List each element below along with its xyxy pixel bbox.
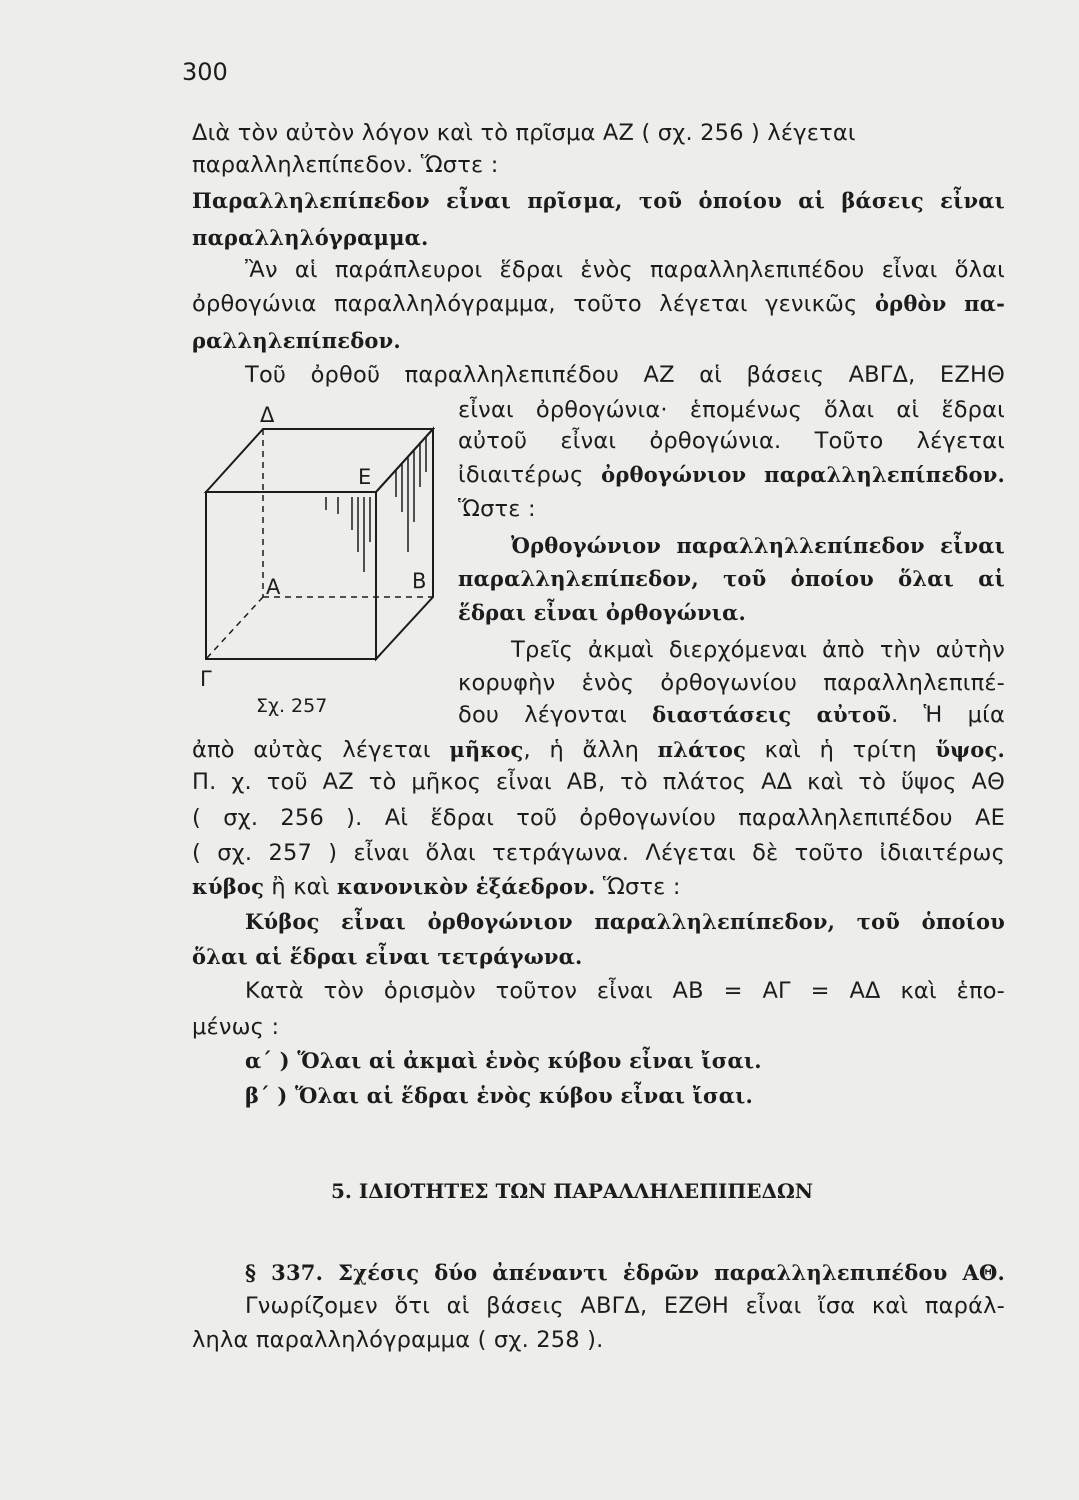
text-line bbox=[245, 1046, 1058, 1076]
vertex-label-top: Δ bbox=[260, 403, 275, 427]
text-line bbox=[458, 494, 1005, 524]
bold-text-run: ραλληλεπίπεδον. bbox=[192, 328, 401, 353]
text-line bbox=[192, 838, 1005, 868]
bold-text-run: κανονικὸν ἑξάεδρον. bbox=[336, 874, 596, 899]
text-line bbox=[245, 1081, 1058, 1111]
bold-text-run: ὀρθὸν πα- bbox=[874, 291, 1006, 316]
bold-text-run: Κύβος εἶναι ὀρθογώνιον παραλληλεπίπεδον, τοῦ ὁποίου bbox=[245, 909, 1005, 934]
text-run: μένως : bbox=[192, 1014, 280, 1040]
figure-caption: Σχ. 257 bbox=[256, 695, 328, 717]
text-run: Ἂν αἱ παράπλευροι ἕδραι ἑνὸς παραλληλεπιπέδου εἶναι ὅλαι bbox=[245, 257, 1005, 283]
bold-text-run: μῆκος bbox=[449, 737, 524, 762]
hidden-edge-diagonal bbox=[206, 597, 263, 659]
text-line bbox=[192, 1012, 1005, 1042]
text-line bbox=[192, 150, 1005, 180]
bold-text-run: διαστάσεις αὐτοῦ bbox=[652, 702, 892, 727]
bold-text-run: Ὀρθογώνιον παραλληλλεπίπεδον εἶναι bbox=[511, 533, 1005, 558]
text-line bbox=[192, 767, 1005, 797]
text-line bbox=[245, 907, 1005, 937]
cube-front-face bbox=[206, 492, 376, 659]
text-line bbox=[458, 395, 1005, 425]
bold-text-run: ἕδραι εἶναι ὀρθογώνια. bbox=[458, 600, 746, 625]
bold-text-run: α΄ ) Ὅλαι αἱ ἀκμαὶ ἑνὸς κύβου εἶναι ἴσαι. bbox=[245, 1048, 762, 1073]
text-run: Τρεῖς ἀκμαὶ διερχόμεναι ἀπὸ τὴν αὐτὴν bbox=[511, 637, 1005, 663]
text-run: ἀπὸ αὐτὰς λέγεται bbox=[192, 737, 450, 763]
vertex-label-right: Β bbox=[412, 569, 427, 593]
page-number: 300 bbox=[182, 58, 228, 86]
bold-text-run: § 337. Σχέσις δύο ἀπέναντι ἑδρῶν παραλληλεπιπέδου ΑΘ. bbox=[245, 1260, 1005, 1285]
text-line bbox=[245, 976, 1005, 1006]
bold-text-run: β΄ ) Ὅλαι αἱ ἕδραι ἑνὸς κύβου εἶναι ἴσαι. bbox=[245, 1083, 753, 1108]
text-run: αὐτοῦ εἶναι ὀρθογώνια. Τοῦτο λέγεται bbox=[458, 428, 1005, 454]
text-run: Διὰ τὸν αὐτὸν λόγον καὶ τὸ πρῖσμα ΑΖ ( σχ. 256 ) λέγεται bbox=[192, 120, 856, 146]
text-run: ἰδιαιτέρως bbox=[458, 462, 602, 488]
text-run: ὀρθογώνια παραλληλόγραμμα, τοῦτο λέγεται γενικῶς bbox=[192, 291, 875, 317]
text-run: ( σχ. 256 ). Αἱ ἕδραι τοῦ ὀρθογωνίου παραλληλεπιπέδου ΑΕ bbox=[192, 805, 1005, 831]
text-run: εἶναι ὀρθογώνια· ἑπομένως ὅλαι αἱ ἕδραι bbox=[458, 397, 1005, 423]
text-line bbox=[458, 668, 1005, 698]
text-line bbox=[192, 223, 1005, 253]
text-line bbox=[245, 1258, 1005, 1288]
text-run: , ἡ ἄλλη bbox=[523, 737, 658, 763]
text-line bbox=[245, 360, 1005, 390]
text-run: Ὥστε : bbox=[458, 496, 536, 522]
text-run: Ὥστε : bbox=[595, 874, 681, 900]
bold-text-run: ὀρθογώνιον παραλληλεπίπεδον. bbox=[601, 462, 1006, 487]
bold-text-run: κύβος bbox=[192, 874, 265, 899]
text-run: ληλα παραλληλόγραμμα ( σχ. 258 ). bbox=[192, 1327, 604, 1353]
text-line bbox=[192, 326, 1005, 356]
bold-text-run: παραλληλεπίπεδον, τοῦ ὁποίου ὅλαι αἱ bbox=[458, 566, 1005, 591]
text-line bbox=[458, 598, 1005, 628]
bold-text-run: ὅλαι αἱ ἕδραι εἶναι τετράγωνα. bbox=[192, 944, 583, 969]
text-line bbox=[245, 1291, 1005, 1321]
text-line bbox=[458, 700, 1005, 730]
text-run: Π. χ. τοῦ ΑΖ τὸ μῆκος εἶναι ΑΒ, τὸ πλάτος ΑΔ καὶ τὸ ὕψος ΑΘ bbox=[192, 769, 1005, 795]
text-line bbox=[245, 255, 1005, 285]
text-run: ἢ καὶ bbox=[264, 874, 337, 900]
text-line bbox=[192, 735, 1005, 765]
text-line bbox=[192, 289, 1005, 319]
text-line bbox=[511, 635, 1005, 665]
text-line bbox=[511, 531, 1005, 561]
text-run: Τοῦ ὀρθοῦ παραλληλεπιπέδου ΑΖ αἱ βάσεις ΑΒΓΔ, ΕΖΗΘ bbox=[245, 362, 1005, 388]
cube-right-face bbox=[376, 429, 433, 659]
text-line bbox=[192, 872, 1005, 902]
vertex-label-bottom: Γ bbox=[200, 667, 212, 691]
bold-text-run: ὕψος. bbox=[935, 737, 1005, 762]
cube-figure bbox=[198, 402, 448, 732]
text-line bbox=[458, 564, 1005, 594]
text-line bbox=[192, 186, 1005, 216]
text-run: ( σχ. 257 ) εἶναι ὅλαι τετράγωνα. Λέγεται δὲ τοῦτο ἰδιαιτέρως bbox=[192, 840, 1005, 866]
vertex-label-left: Α bbox=[266, 575, 281, 599]
section-heading: 5. ΙΔΙΟΤΗΤΕΣ ΤΩΝ ΠΑΡΑΛΛΗΛΕΠΙΠΕΔΩΝ bbox=[331, 1179, 814, 1203]
bold-text-run: παραλληλόγραμμα. bbox=[192, 225, 429, 250]
text-run: παραλληλεπίπεδον. Ὥστε : bbox=[192, 152, 499, 178]
text-line bbox=[458, 460, 1005, 490]
text-line bbox=[458, 426, 1005, 456]
text-run: . Ἡ μία bbox=[891, 702, 1005, 728]
text-line bbox=[192, 1325, 1005, 1355]
text-line bbox=[192, 118, 1005, 148]
text-run: κορυφὴν ἑνὸς ὀρθογωνίου παραλληλεπιπέ- bbox=[458, 670, 1005, 696]
text-run: Γνωρίζομεν ὅτι αἱ βάσεις ΑΒΓΔ, ΕΖΘΗ εἶναι ἴσα καὶ παράλ- bbox=[245, 1293, 1005, 1319]
cube-top-face bbox=[206, 429, 433, 492]
text-run: δου λέγονται bbox=[458, 702, 653, 728]
text-run: Κατὰ τὸν ὁρισμὸν τοῦτον εἶναι ΑΒ = ΑΓ = ΑΔ καὶ ἑπο- bbox=[245, 978, 1005, 1004]
bold-text-run: Παραλληλεπίπεδον εἶναι πρῖσμα, τοῦ ὁποίου αἱ βάσεις εἶναι bbox=[192, 188, 1005, 213]
text-run: καὶ ἡ τρίτη bbox=[746, 737, 936, 763]
text-line bbox=[192, 942, 1005, 972]
bold-text-run: πλάτος bbox=[657, 737, 747, 762]
vertex-label-front-top: Ε bbox=[358, 465, 372, 489]
text-line bbox=[192, 803, 1005, 833]
